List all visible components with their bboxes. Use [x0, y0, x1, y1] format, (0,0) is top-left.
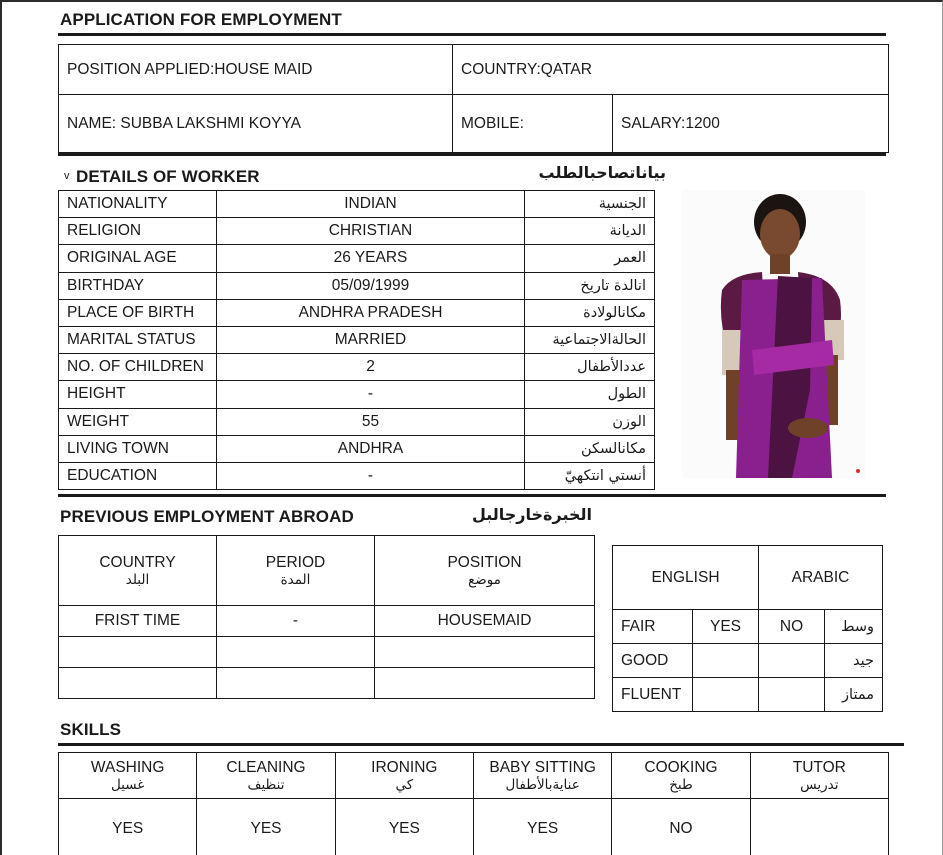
skill-header: [335, 753, 473, 799]
lang-level: FAIR: [613, 610, 693, 644]
previous-cell: [217, 668, 375, 699]
applicant-photo: [682, 190, 865, 478]
language-row: [613, 678, 883, 712]
language-row: [613, 610, 883, 644]
lang-arabic-header: ARABIC: [759, 546, 883, 610]
previous-heading: PREVIOUS EMPLOYMENT ABROAD: [60, 507, 354, 526]
lang-arabic-value: [759, 644, 825, 678]
page-title: APPLICATION FOR EMPLOYMENT: [60, 10, 342, 29]
details-value: INDIAN: [217, 191, 525, 218]
lang-arabic-value: [759, 678, 825, 712]
details-label: BIRTHDAY: [59, 272, 217, 299]
details-table: [58, 190, 655, 490]
lang-english-value: [693, 644, 759, 678]
country: COUNTRY:QATAR: [453, 45, 889, 95]
details-row: [59, 381, 655, 408]
skill-name-ar: طبخ: [669, 776, 693, 793]
skill-value: [750, 799, 888, 855]
details-row: [59, 354, 655, 381]
details-heading-ar: بياناتصاحبالطلب: [538, 163, 666, 182]
details-label-ar: أنستي انتكهيّ: [525, 462, 655, 489]
details-label-ar: مكانالسكن: [525, 435, 655, 462]
details-label-ar: الحالةالاجتماعية: [525, 326, 655, 353]
heading-marker: v: [64, 170, 70, 182]
skill-name-en: COOKING: [644, 758, 718, 776]
details-value: -: [217, 462, 525, 489]
skill-header: [750, 753, 888, 799]
top-info-table: [58, 44, 889, 153]
lang-level-ar: وسط: [825, 610, 883, 644]
lang-level-ar: ممتاز: [825, 678, 883, 712]
details-value: CHRISTIAN: [217, 218, 525, 245]
top-rule: [58, 153, 886, 156]
details-label-ar: الوزن: [525, 408, 655, 435]
col-period-header: [217, 536, 375, 606]
details-value: MARRIED: [217, 326, 525, 353]
details-heading: DETAILS OF WORKER: [76, 167, 260, 186]
details-value: 2: [217, 354, 525, 381]
skill-name-en: IRONING: [371, 758, 438, 776]
details-label: NO. OF CHILDREN: [59, 354, 217, 381]
details-label-ar: مكانالولادة: [525, 299, 655, 326]
skill-name-en: BABY SITTING: [489, 758, 596, 776]
col-country-header: [59, 536, 217, 606]
details-row: [59, 218, 655, 245]
details-row: [59, 435, 655, 462]
previous-employment-table: [58, 535, 595, 699]
details-label: LIVING TOWN: [59, 435, 217, 462]
skill-name-en: TUTOR: [792, 758, 846, 776]
details-label: ORIGINAL AGE: [59, 245, 217, 272]
title-rule: [58, 33, 886, 36]
details-value: ANDHRA: [217, 435, 525, 462]
applicant-photo-icon: [682, 190, 865, 478]
details-row: [59, 245, 655, 272]
details-label: MARITAL STATUS: [59, 326, 217, 353]
skills-rule: [58, 743, 904, 746]
details-value: 55: [217, 408, 525, 435]
lang-english-value: [693, 678, 759, 712]
lang-level: GOOD: [613, 644, 693, 678]
position-applied: POSITION APPLIED:HOUSE MAID: [59, 45, 453, 95]
previous-row: [59, 606, 595, 637]
details-label: RELIGION: [59, 218, 217, 245]
details-row: [59, 462, 655, 489]
skill-name-ar: غسيل: [110, 776, 145, 793]
skill-value: YES: [59, 799, 197, 855]
lang-english-header: ENGLISH: [613, 546, 759, 610]
details-label: NATIONALITY: [59, 191, 217, 218]
skill-header: [473, 753, 611, 799]
language-row: [613, 644, 883, 678]
skill-header: [59, 753, 197, 799]
details-row: [59, 299, 655, 326]
details-value: ANDHRA PRADESH: [217, 299, 525, 326]
skill-value: YES: [335, 799, 473, 855]
skill-name-ar: كي: [395, 776, 414, 793]
details-value: 05/09/1999: [217, 272, 525, 299]
skill-name-ar: عنايةبالأطفال: [505, 776, 580, 793]
details-label: EDUCATION: [59, 462, 217, 489]
previous-cell: [217, 637, 375, 668]
col-country-en: COUNTRY: [99, 553, 176, 571]
details-label-ar: انالدة تاريخ: [525, 272, 655, 299]
lang-level-ar: جيد: [825, 644, 883, 678]
details-value: 26 YEARS: [217, 245, 525, 272]
skill-value: YES: [473, 799, 611, 855]
salary: SALARY:1200: [613, 95, 889, 153]
language-table: [612, 545, 883, 712]
previous-cell: HOUSEMAID: [375, 606, 595, 637]
skill-header: [612, 753, 750, 799]
previous-cell: [59, 668, 217, 699]
details-row: [59, 272, 655, 299]
skill-name-en: WASHING: [90, 758, 165, 776]
col-position-ar: موضع: [468, 571, 501, 588]
details-label-ar: عددالأطفال: [525, 354, 655, 381]
col-period-ar: المدة: [280, 571, 311, 588]
lang-english-value: YES: [693, 610, 759, 644]
details-rule: [58, 494, 886, 497]
previous-heading-ar: الخبرةخارجالبل: [471, 505, 592, 524]
previous-cell: [375, 637, 595, 668]
previous-row: [59, 668, 595, 699]
skill-name-en: CLEANING: [226, 758, 306, 776]
details-label: WEIGHT: [59, 408, 217, 435]
lang-arabic-value: NO: [759, 610, 825, 644]
details-value: -: [217, 381, 525, 408]
details-label-ar: العمر: [525, 245, 655, 272]
details-row: [59, 326, 655, 353]
details-row: [59, 191, 655, 218]
skills-table: [58, 752, 889, 855]
lang-level: FLUENT: [613, 678, 693, 712]
details-label: PLACE OF BIRTH: [59, 299, 217, 326]
mobile: MOBILE:: [453, 95, 613, 153]
col-position-en: POSITION: [447, 553, 522, 571]
skill-name-ar: تنظيف: [247, 776, 285, 793]
details-label-ar: الجنسية: [525, 191, 655, 218]
details-row: [59, 408, 655, 435]
previous-cell: FRIST TIME: [59, 606, 217, 637]
skill-name-ar: تدريس: [800, 776, 839, 793]
skill-value: YES: [197, 799, 335, 855]
details-label-ar: الديانة: [525, 218, 655, 245]
col-period-en: PERIOD: [265, 553, 326, 571]
previous-row: [59, 637, 595, 668]
skills-heading: SKILLS: [60, 720, 122, 739]
applicant-name: NAME: SUBBA LAKSHMI KOYYA: [59, 95, 453, 153]
previous-cell: -: [217, 606, 375, 637]
previous-cell: [375, 668, 595, 699]
col-position-header: [375, 536, 595, 606]
details-label-ar: الطول: [525, 381, 655, 408]
details-label: HEIGHT: [59, 381, 217, 408]
skill-header: [197, 753, 335, 799]
skill-value: NO: [612, 799, 750, 855]
previous-cell: [59, 637, 217, 668]
col-country-ar: البلد: [125, 571, 150, 588]
